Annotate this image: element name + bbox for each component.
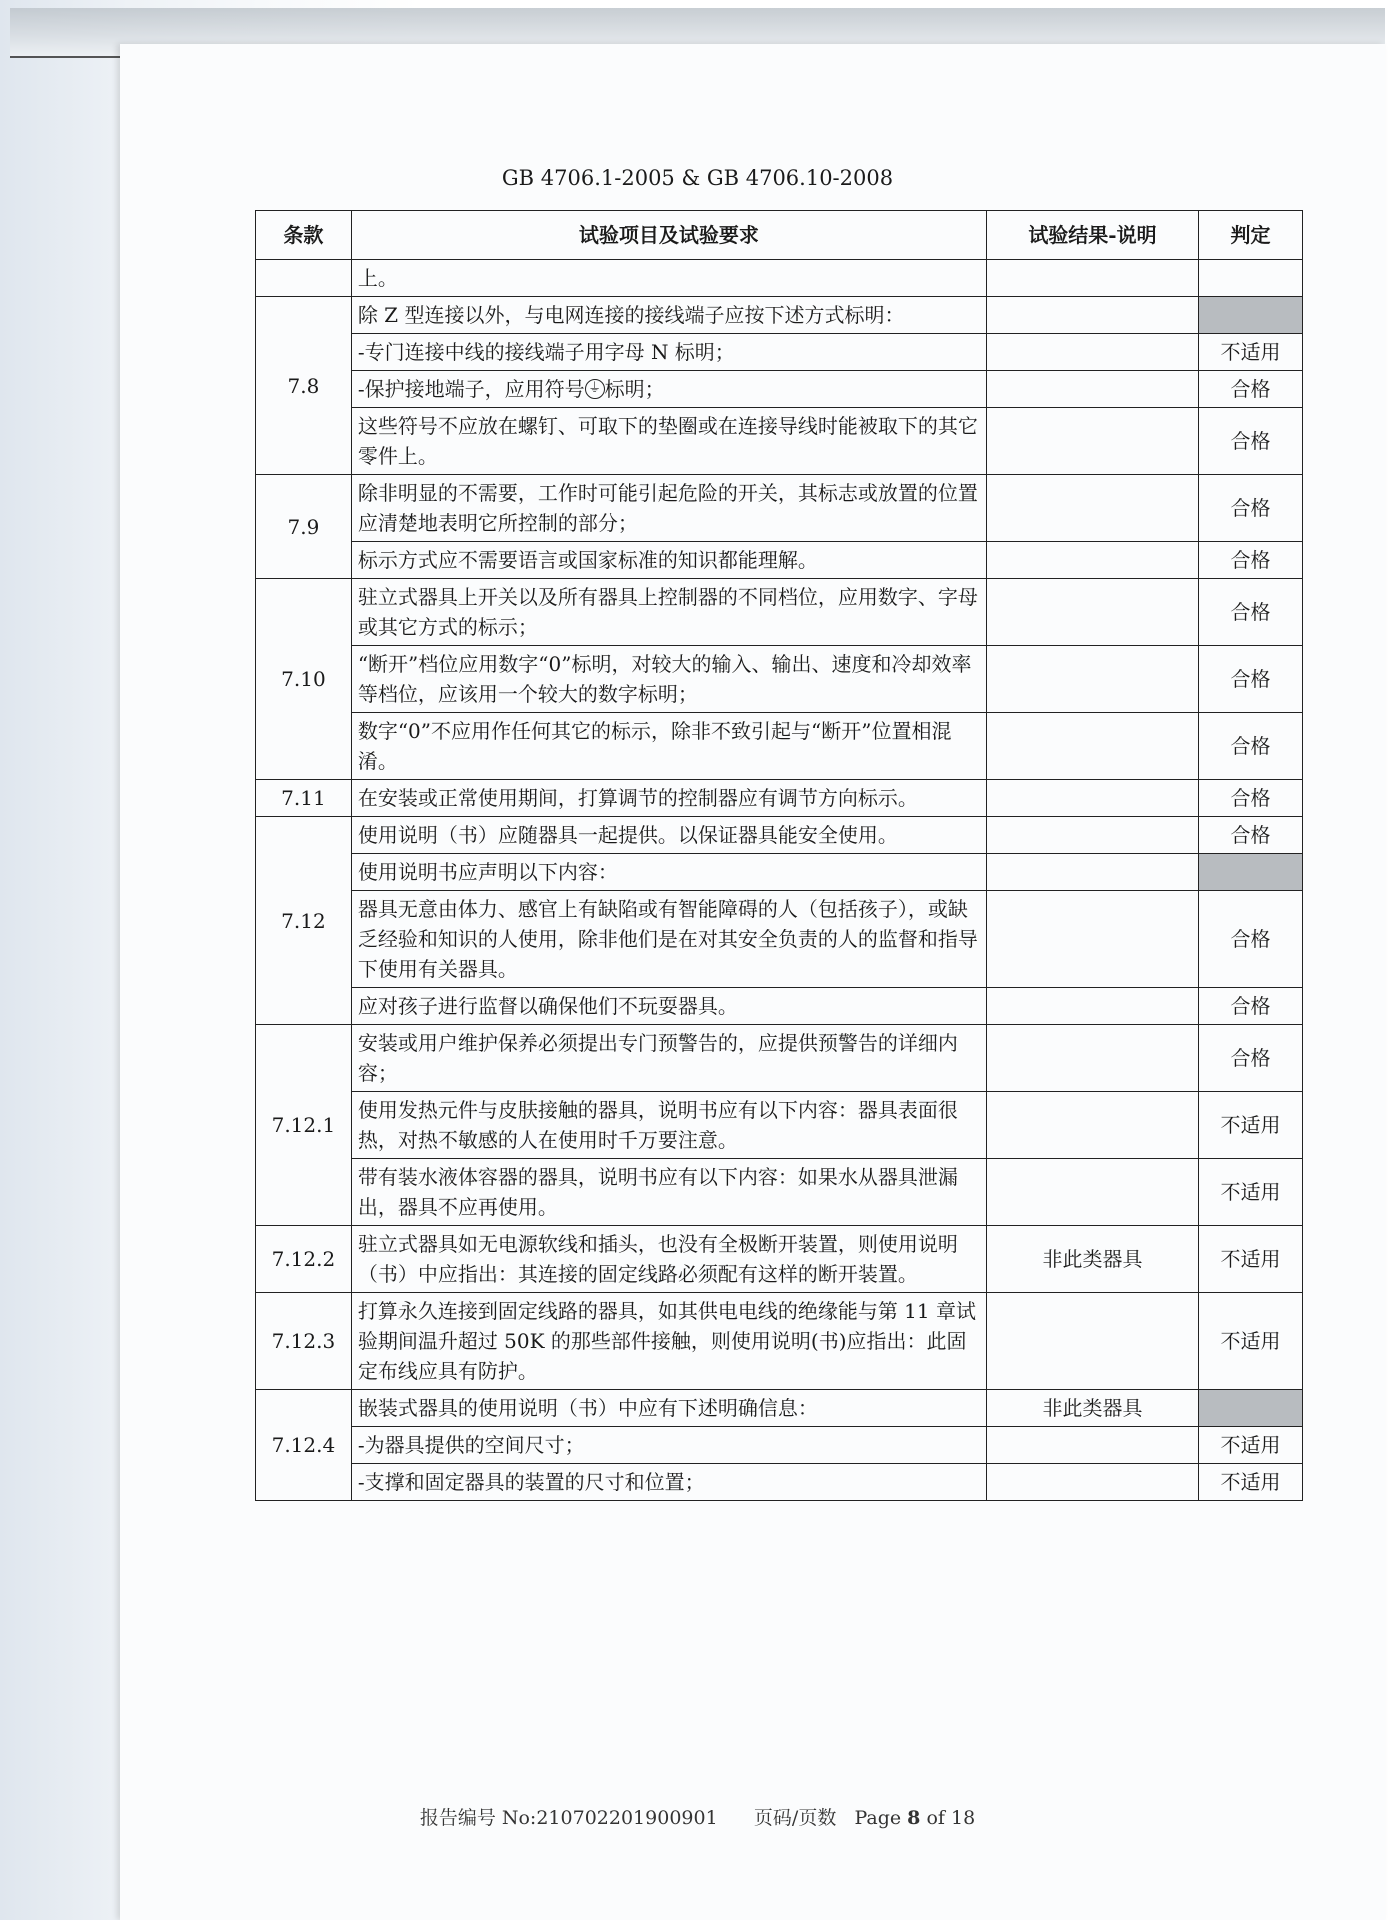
verdict-cell: 不适用 bbox=[1199, 1159, 1303, 1226]
table-row bbox=[256, 579, 1303, 646]
result-cell bbox=[986, 646, 1198, 713]
requirement-cell: 上。 bbox=[351, 260, 986, 297]
clause-cell: 7.12.2 bbox=[256, 1226, 352, 1293]
table-row bbox=[256, 891, 1303, 988]
verdict-cell: 合格 bbox=[1199, 780, 1303, 817]
result-cell bbox=[986, 988, 1198, 1025]
verdict-cell: 合格 bbox=[1199, 1025, 1303, 1092]
result-cell bbox=[986, 1464, 1198, 1501]
report-number-label: 报告编号 No: bbox=[419, 1807, 537, 1829]
verdict-cell: 合格 bbox=[1199, 891, 1303, 988]
verdict-cell: 合格 bbox=[1199, 542, 1303, 579]
page-footer bbox=[0, 1803, 1395, 1830]
table-row bbox=[256, 713, 1303, 780]
requirement-text: -保护接地端子，应用符号 bbox=[357, 377, 585, 401]
table-row bbox=[256, 371, 1303, 408]
verdict-cell: 不适用 bbox=[1199, 1226, 1303, 1293]
requirement-cell: 使用说明（书）应随器具一起提供。以保证器具能安全使用。 bbox=[351, 817, 986, 854]
column-header-clause: 条款 bbox=[256, 211, 352, 260]
table-row bbox=[256, 854, 1303, 891]
result-cell bbox=[986, 780, 1198, 817]
table-row bbox=[256, 646, 1303, 713]
clause-cell: 7.12 bbox=[256, 817, 352, 1025]
verdict-cell: 合格 bbox=[1199, 713, 1303, 780]
clause-cell bbox=[256, 260, 352, 297]
clause-cell: 7.12.3 bbox=[256, 1293, 352, 1390]
verdict-cell: 合格 bbox=[1199, 371, 1303, 408]
report-number: 210702201900901 bbox=[536, 1807, 718, 1829]
verdict-cell: 不适用 bbox=[1199, 334, 1303, 371]
requirement-cell: -支撑和固定器具的装置的尺寸和位置； bbox=[351, 1464, 986, 1501]
protective-earth-icon: ⏚ bbox=[585, 379, 605, 399]
requirement-cell: -为器具提供的空间尺寸； bbox=[351, 1427, 986, 1464]
verdict-cell bbox=[1199, 260, 1303, 297]
verdict-cell: 合格 bbox=[1199, 988, 1303, 1025]
verdict-cell: 合格 bbox=[1199, 408, 1303, 475]
table-row bbox=[256, 334, 1303, 371]
page-prefix: Page bbox=[854, 1807, 902, 1829]
clause-cell: 7.10 bbox=[256, 579, 352, 780]
verdict-cell: 不适用 bbox=[1199, 1293, 1303, 1390]
verdict-cell: 合格 bbox=[1199, 646, 1303, 713]
column-header-result: 试验结果-说明 bbox=[986, 211, 1198, 260]
clause-cell: 7.8 bbox=[256, 297, 352, 475]
table-row bbox=[256, 297, 1303, 334]
result-cell: 非此类器具 bbox=[986, 1226, 1198, 1293]
result-cell bbox=[986, 260, 1198, 297]
result-cell bbox=[986, 1159, 1198, 1226]
result-cell bbox=[986, 1092, 1198, 1159]
result-cell bbox=[986, 579, 1198, 646]
result-cell bbox=[986, 817, 1198, 854]
table-row bbox=[256, 1293, 1303, 1390]
verdict-cell: 不适用 bbox=[1199, 1427, 1303, 1464]
result-cell bbox=[986, 1427, 1198, 1464]
result-cell bbox=[986, 891, 1198, 988]
requirement-cell: “断开”档位应用数字“0”标明，对较大的输入、输出、速度和冷却效率等档位，应该用一个较大的数字标明； bbox=[351, 646, 986, 713]
requirement-cell: 使用说明书应声明以下内容： bbox=[351, 854, 986, 891]
table-row bbox=[256, 1092, 1303, 1159]
column-header-verdict: 判定 bbox=[1199, 211, 1303, 260]
column-header-requirement: 试验项目及试验要求 bbox=[351, 211, 986, 260]
result-cell bbox=[986, 334, 1198, 371]
result-cell bbox=[986, 408, 1198, 475]
table-row bbox=[256, 1159, 1303, 1226]
result-cell bbox=[986, 1025, 1198, 1092]
table-row bbox=[256, 408, 1303, 475]
verdict-cell-shaded bbox=[1199, 297, 1303, 334]
requirement-cell: 驻立式器具如无电源软线和插头，也没有全极断开装置，则使用说明（书）中应指出：其连接的固定线路必须配有这样的断开装置。 bbox=[351, 1226, 986, 1293]
requirement-cell: 在安装或正常使用期间，打算调节的控制器应有调节方向标示。 bbox=[351, 780, 986, 817]
clause-cell: 7.12.1 bbox=[256, 1025, 352, 1226]
requirement-cell: 打算永久连接到固定线路的器具，如其供电电线的绝缘能与第 11 章试验期间温升超过 50K 的那些部件接触，则使用说明(书)应指出：此固定布线应具有防护。 bbox=[351, 1293, 986, 1390]
total-page-count: 18 bbox=[950, 1807, 976, 1829]
table-row bbox=[256, 780, 1303, 817]
result-cell bbox=[986, 854, 1198, 891]
requirement-text: 标明； bbox=[604, 377, 665, 401]
verdict-cell: 合格 bbox=[1199, 579, 1303, 646]
verdict-cell-shaded bbox=[1199, 1390, 1303, 1427]
table-row bbox=[256, 260, 1303, 297]
result-cell: 非此类器具 bbox=[986, 1390, 1198, 1427]
requirement-cell: 这些符号不应放在螺钉、可取下的垫圈或在连接导线时能被取下的其它零件上。 bbox=[351, 408, 986, 475]
verdict-cell: 不适用 bbox=[1199, 1092, 1303, 1159]
clause-cell: 7.12.4 bbox=[256, 1390, 352, 1501]
requirement-cell: 除非明显的不需要，工作时可能引起危险的开关，其标志或放置的位置应清楚地表明它所控制的部分； bbox=[351, 475, 986, 542]
verdict-cell: 不适用 bbox=[1199, 1464, 1303, 1501]
current-page-number: 8 bbox=[907, 1807, 921, 1829]
requirement-cell: 驻立式器具上开关以及所有器具上控制器的不同档位，应用数字、字母或其它方式的标示； bbox=[351, 579, 986, 646]
verdict-cell-shaded bbox=[1199, 854, 1303, 891]
requirement-cell: 器具无意由体力、感官上有缺陷或有智能障碍的人（包括孩子），或缺乏经验和知识的人使用，除非他们是在对其安全负责的人的监督和指导下使用有关器具。 bbox=[351, 891, 986, 988]
table-row bbox=[256, 988, 1303, 1025]
result-cell bbox=[986, 475, 1198, 542]
table-row bbox=[256, 542, 1303, 579]
table-row bbox=[256, 475, 1303, 542]
result-cell bbox=[986, 542, 1198, 579]
table-header-row bbox=[256, 211, 1303, 260]
verdict-cell: 合格 bbox=[1199, 817, 1303, 854]
requirement-cell: 嵌装式器具的使用说明（书）中应有下述明确信息： bbox=[351, 1390, 986, 1427]
requirement-cell: 除 Z 型连接以外，与电网连接的接线端子应按下述方式标明： bbox=[351, 297, 986, 334]
clause-cell: 7.9 bbox=[256, 475, 352, 579]
verdict-cell: 合格 bbox=[1199, 475, 1303, 542]
requirement-cell: 数字“0”不应用作任何其它的标示，除非不致引起与“断开”位置相混淆。 bbox=[351, 713, 986, 780]
clause-cell: 7.11 bbox=[256, 780, 352, 817]
result-cell bbox=[986, 371, 1198, 408]
test-items-table bbox=[255, 210, 1303, 1501]
requirement-cell: 标示方式应不需要语言或国家标准的知识都能理解。 bbox=[351, 542, 986, 579]
table-row bbox=[256, 1226, 1303, 1293]
page-separator: of bbox=[926, 1807, 945, 1829]
table-row bbox=[256, 1427, 1303, 1464]
requirement-cell: 安装或用户维护保养必须提出专门预警告的，应提供预警告的详细内容； bbox=[351, 1025, 986, 1092]
table-row bbox=[256, 817, 1303, 854]
requirement-cell: -专门连接中线的接线端子用字母 N 标明； bbox=[351, 334, 986, 371]
page-count-label: 页码/页数 bbox=[753, 1807, 837, 1829]
requirement-cell bbox=[351, 371, 986, 408]
requirement-cell: 带有装水液体容器的器具，说明书应有以下内容：如果水从器具泄漏出，器具不应再使用。 bbox=[351, 1159, 986, 1226]
result-cell bbox=[986, 713, 1198, 780]
requirement-cell: 使用发热元件与皮肤接触的器具，说明书应有以下内容：器具表面很热，对热不敏感的人在使用时千万要注意。 bbox=[351, 1092, 986, 1159]
table-row bbox=[256, 1390, 1303, 1427]
table-row bbox=[256, 1464, 1303, 1501]
table-row bbox=[256, 1025, 1303, 1092]
result-cell bbox=[986, 1293, 1198, 1390]
result-cell bbox=[986, 297, 1198, 334]
requirement-cell: 应对孩子进行监督以确保他们不玩耍器具。 bbox=[351, 988, 986, 1025]
document-standard-header: GB 4706.1-2005 & GB 4706.10-2008 bbox=[501, 166, 894, 190]
